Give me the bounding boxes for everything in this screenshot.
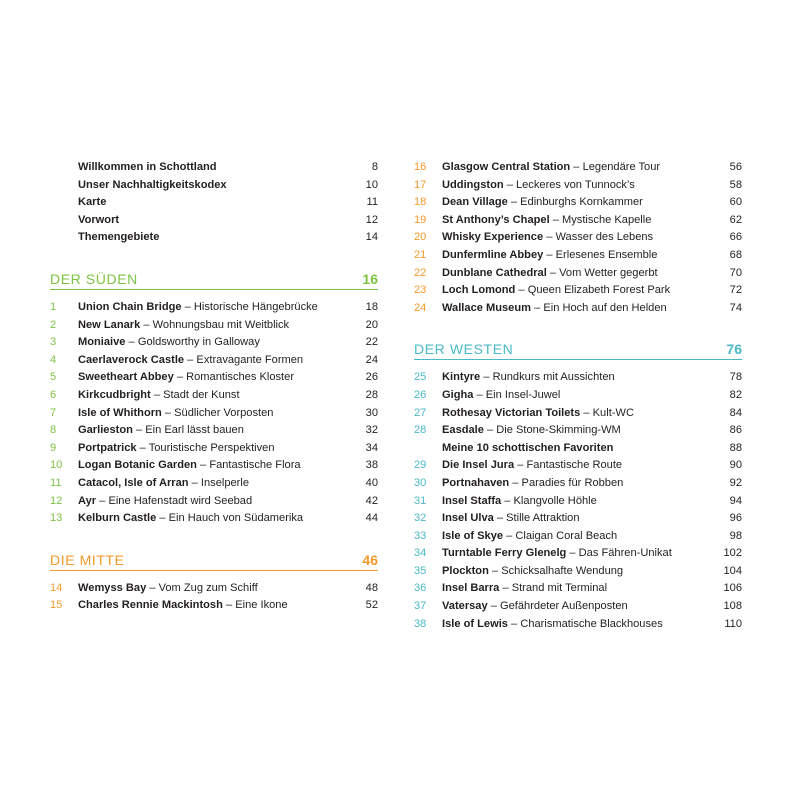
entry-subtitle: Erlesenes Ensemble bbox=[555, 248, 658, 261]
entry-page-number: 78 bbox=[729, 371, 742, 384]
entry-subtitle: Vom Wetter gegerbt bbox=[559, 266, 658, 279]
entry-title: Gigha bbox=[442, 388, 474, 401]
entry-page-number: 20 bbox=[365, 318, 378, 331]
entry-subtitle: Mystische Kapelle bbox=[562, 213, 652, 226]
entry-subtitle: Paradies für Robben bbox=[521, 476, 624, 489]
entry-text: Isle of Skye – Claigan Coral Beach bbox=[442, 529, 618, 542]
entry-text: Isle of Whithorn – Südlicher Vorposten bbox=[78, 406, 274, 419]
entry-title: Caerlaverock Castle bbox=[78, 353, 185, 366]
section-page-number: 46 bbox=[362, 551, 378, 568]
entry-title: Ayr bbox=[78, 494, 97, 507]
toc-entry[interactable] bbox=[414, 177, 742, 195]
entry-title: Themengebiete bbox=[78, 231, 160, 244]
entry-text bbox=[78, 159, 217, 177]
toc-entry[interactable] bbox=[414, 528, 742, 546]
entry-number: 36 bbox=[414, 582, 427, 595]
entry-text: Catacol, Isle of Arran – Inselperle bbox=[78, 476, 250, 489]
entry-number: 35 bbox=[414, 564, 427, 577]
entry-number: 9 bbox=[50, 441, 57, 454]
toc-entry[interactable] bbox=[50, 369, 378, 387]
entry-subtitle: Eine Ikone bbox=[235, 599, 288, 612]
entry-page-number: 110 bbox=[724, 617, 742, 630]
entry-text: Turntable Ferry Glenelg – Das Fähren-Unikat bbox=[442, 547, 672, 560]
entry-page-number: 102 bbox=[723, 547, 742, 560]
entry-page-number: 82 bbox=[729, 388, 742, 401]
entry-text: New Lanark – Wohnungsbau mit Weitblick bbox=[78, 318, 290, 331]
entry-text: Wallace Museum – Ein Hoch auf den Helden bbox=[442, 301, 667, 314]
toc-entry[interactable] bbox=[414, 422, 742, 440]
entry-title: Rothesay Victorian Toilets bbox=[442, 406, 581, 419]
toc-entry[interactable] bbox=[414, 440, 742, 458]
entry-text bbox=[442, 440, 613, 458]
toc-entry[interactable] bbox=[50, 334, 378, 352]
entry-page-number: 34 bbox=[365, 441, 378, 454]
entry-page-number: 92 bbox=[729, 476, 742, 489]
toc-entry[interactable] bbox=[50, 580, 378, 598]
entry-page-number: 40 bbox=[365, 476, 378, 489]
entry-number: 26 bbox=[414, 388, 427, 401]
section-divider bbox=[50, 570, 378, 571]
toc-entry[interactable] bbox=[414, 387, 742, 405]
entry-page-number: 66 bbox=[729, 231, 742, 244]
section-page-number: 76 bbox=[726, 341, 742, 358]
entry-subtitle: Extravagante Formen bbox=[196, 353, 304, 366]
entry-subtitle: Eine Hafenstadt wird Seebad bbox=[108, 494, 253, 507]
toc-entry[interactable] bbox=[414, 369, 742, 387]
entry-title: Dunfermline Abbey bbox=[442, 248, 544, 261]
entry-page-number: 90 bbox=[729, 459, 742, 472]
entry-number: 11 bbox=[50, 476, 62, 489]
entry-number: 31 bbox=[414, 494, 427, 507]
entry-title: Insel Staffa bbox=[442, 494, 502, 507]
toc-entry[interactable] bbox=[50, 177, 378, 195]
entry-subtitle: Queen Elizabeth Forest Park bbox=[527, 284, 671, 297]
entry-page-number: 74 bbox=[729, 301, 742, 314]
entry-number: 33 bbox=[414, 529, 427, 542]
entry-page-number: 32 bbox=[365, 424, 378, 437]
section-divider bbox=[50, 289, 378, 290]
entry-subtitle: Kult-WC bbox=[592, 406, 634, 419]
entry-subtitle: Fantastische Route bbox=[526, 459, 623, 472]
entry-number: 16 bbox=[414, 161, 427, 173]
toc-entry[interactable] bbox=[50, 299, 378, 317]
entry-title: Portnahaven bbox=[442, 476, 510, 489]
entry-subtitle: Rundkurs mit Aussichten bbox=[492, 371, 615, 384]
entry-title: Wemyss Bay bbox=[78, 581, 147, 594]
toc-entry[interactable] bbox=[50, 387, 378, 405]
toc-entry[interactable] bbox=[414, 300, 742, 318]
entry-number: 5 bbox=[50, 371, 57, 384]
toc-entry[interactable] bbox=[414, 282, 742, 300]
entry-page-number: 84 bbox=[729, 406, 742, 419]
entry-subtitle: Ein Hauch von Südamerika bbox=[168, 512, 304, 525]
entry-page-number: 26 bbox=[365, 371, 378, 384]
toc-entry[interactable] bbox=[414, 212, 742, 230]
entry-text: Charles Rennie Mackintosh – Eine Ikone bbox=[78, 599, 288, 612]
entry-page-number: 70 bbox=[729, 266, 742, 279]
toc-entry[interactable] bbox=[414, 247, 742, 265]
entry-page-number: 106 bbox=[723, 582, 742, 595]
entry-page-number: 60 bbox=[729, 196, 742, 209]
entry-text: Ayr – Eine Hafenstadt wird Seebad bbox=[78, 494, 253, 507]
section-page-number: 16 bbox=[362, 270, 378, 287]
entry-text: Dunblane Cathedral – Vom Wetter gegerbt bbox=[442, 266, 658, 279]
entry-text bbox=[78, 229, 159, 247]
entry-title: Kelburn Castle bbox=[78, 512, 157, 525]
entry-number: 12 bbox=[50, 494, 63, 507]
entry-page-number: 22 bbox=[365, 336, 378, 349]
toc-entry[interactable] bbox=[414, 563, 742, 581]
entry-text: St Anthony’s Chapel – Mystische Kapelle bbox=[442, 213, 652, 226]
entry-text: Gigha – Ein Insel-Juwel bbox=[442, 388, 561, 401]
toc-entry[interactable] bbox=[414, 159, 742, 177]
entry-text: Moniaive – Goldsworthy in Galloway bbox=[78, 336, 260, 349]
entry-number: 28 bbox=[414, 424, 427, 437]
entry-text: Rothesay Victorian Toilets – Kult-WC bbox=[442, 406, 634, 419]
section-header bbox=[414, 338, 742, 360]
entry-subtitle: Edinburghs Kornkammer bbox=[520, 196, 643, 209]
toc-left-column bbox=[50, 159, 378, 615]
toc-entry[interactable] bbox=[414, 265, 742, 283]
entry-number: 1 bbox=[50, 300, 57, 313]
entry-subtitle: Stille Attraktion bbox=[506, 512, 580, 525]
entry-number: 24 bbox=[414, 301, 427, 314]
entry-page-number: 42 bbox=[365, 494, 378, 507]
entry-number: 32 bbox=[414, 512, 427, 525]
entry-text: Union Chain Bridge – Historische Hängebrücke bbox=[78, 300, 318, 313]
entry-title: Logan Botanic Garden bbox=[78, 459, 197, 472]
entry-subtitle: Charismatische Blackhouses bbox=[520, 617, 663, 630]
entry-page-number: 104 bbox=[723, 564, 742, 577]
toc-entry[interactable] bbox=[50, 229, 378, 247]
entry-title: Vorwort bbox=[78, 213, 120, 226]
entry-number: 7 bbox=[50, 406, 57, 419]
entry-text: Kintyre – Rundkurs mit Aussichten bbox=[442, 371, 615, 384]
entry-title: Isle of Skye bbox=[442, 529, 504, 542]
entry-text: Die Insel Jura – Fantastische Route bbox=[442, 459, 623, 472]
entry-subtitle: Gefährdeter Außenposten bbox=[500, 600, 628, 613]
entry-page-number: 108 bbox=[723, 600, 742, 613]
entry-subtitle: Schicksalhafte Wendung bbox=[501, 564, 624, 577]
entry-page-number: 10 bbox=[365, 178, 378, 191]
entry-text: Dunfermline Abbey – Erlesenes Ensemble bbox=[442, 248, 658, 261]
entry-title: Karte bbox=[78, 196, 107, 209]
entry-number: 37 bbox=[414, 600, 427, 613]
entry-title: Dean Village bbox=[442, 196, 508, 209]
entry-subtitle: Legendäre Tour bbox=[582, 161, 661, 173]
entry-number: 6 bbox=[50, 388, 57, 401]
entry-page-number: 94 bbox=[729, 494, 742, 507]
entry-text: Kirkcudbright – Stadt der Kunst bbox=[78, 388, 240, 401]
entry-number: 14 bbox=[50, 581, 63, 594]
entry-text bbox=[78, 177, 227, 195]
entry-text: Dean Village – Edinburghs Kornkammer bbox=[442, 196, 643, 209]
entry-page-number: 52 bbox=[365, 599, 378, 612]
entry-number: 3 bbox=[50, 336, 57, 349]
entry-number: 21 bbox=[414, 248, 427, 261]
toc-entry[interactable] bbox=[50, 194, 378, 212]
entry-title: Die Insel Jura bbox=[442, 459, 515, 472]
entry-title: Uddingston bbox=[442, 178, 504, 191]
entry-number: 30 bbox=[414, 476, 427, 489]
entry-page-number: 58 bbox=[729, 178, 742, 191]
entry-number: 2 bbox=[50, 318, 57, 331]
entry-title: New Lanark bbox=[78, 318, 141, 331]
entry-subtitle: Wohnungsbau mit Weitblick bbox=[152, 318, 290, 331]
entry-text: Vatersay – Gefährdeter Außenposten bbox=[442, 600, 628, 613]
entry-subtitle: Inselperle bbox=[200, 476, 250, 489]
entry-text: Insel Staffa – Klangvolle Höhle bbox=[442, 494, 597, 507]
entry-page-number: 18 bbox=[365, 300, 378, 313]
toc-entry[interactable] bbox=[50, 493, 378, 511]
section-divider bbox=[414, 359, 742, 360]
entry-text: Caerlaverock Castle – Extravagante Formen bbox=[78, 353, 304, 366]
entry-text: Portpatrick – Touristische Perspektiven bbox=[78, 441, 275, 454]
entry-title: Isle of Whithorn bbox=[78, 406, 162, 419]
toc-entry[interactable] bbox=[414, 510, 742, 528]
entry-subtitle: Strand mit Terminal bbox=[511, 582, 608, 595]
toc-entry[interactable] bbox=[414, 545, 742, 563]
entry-page-number: 72 bbox=[729, 284, 742, 297]
entry-number: 38 bbox=[414, 617, 427, 630]
entry-number: 27 bbox=[414, 406, 427, 419]
entry-title: Kirkcudbright bbox=[78, 388, 151, 401]
entry-page-number: 11 bbox=[366, 196, 378, 209]
entry-text: Sweetheart Abbey – Romantisches Kloster bbox=[78, 371, 295, 384]
entry-title: Loch Lomond bbox=[442, 284, 516, 297]
toc-entry[interactable] bbox=[414, 475, 742, 493]
entry-title: Vatersay bbox=[442, 600, 488, 613]
entry-page-number: 62 bbox=[729, 213, 742, 226]
entry-title: Insel Barra bbox=[442, 582, 500, 595]
entry-number: 4 bbox=[50, 353, 57, 366]
entry-page-number: 14 bbox=[365, 231, 378, 244]
entry-number: 34 bbox=[414, 547, 427, 560]
entry-title: Turntable Ferry Glenelg bbox=[442, 547, 567, 560]
entry-title: Union Chain Bridge bbox=[78, 300, 182, 313]
entry-subtitle: Ein Insel-Juwel bbox=[485, 388, 561, 401]
entry-text: Loch Lomond – Queen Elizabeth Forest Park bbox=[442, 284, 671, 297]
entry-title: Garlieston bbox=[78, 424, 133, 437]
entry-text: Wemyss Bay – Vom Zug zum Schiff bbox=[78, 581, 258, 594]
toc-entry[interactable] bbox=[50, 510, 378, 528]
toc-entry[interactable] bbox=[414, 405, 742, 423]
entry-page-number: 56 bbox=[729, 161, 742, 173]
entry-title: Catacol, Isle of Arran bbox=[78, 476, 189, 489]
toc-entry[interactable] bbox=[50, 597, 378, 615]
toc-entry[interactable] bbox=[414, 493, 742, 511]
entry-title: Insel Ulva bbox=[442, 512, 494, 525]
toc-entry[interactable] bbox=[50, 405, 378, 423]
entry-page-number: 88 bbox=[729, 441, 742, 454]
toc-entry[interactable] bbox=[50, 457, 378, 475]
entry-page-number: 98 bbox=[729, 529, 742, 542]
entry-page-number: 24 bbox=[365, 353, 378, 366]
entry-subtitle: Die Stone-Skimming-WM bbox=[496, 424, 621, 437]
toc-entry[interactable] bbox=[50, 352, 378, 370]
entry-text: Logan Botanic Garden – Fantastische Flora bbox=[78, 459, 301, 472]
entry-number: 17 bbox=[414, 178, 427, 191]
entry-text bbox=[78, 194, 106, 212]
entry-number: 18 bbox=[414, 196, 427, 209]
entry-page-number: 38 bbox=[365, 459, 378, 472]
entry-number: 10 bbox=[50, 459, 63, 472]
toc-entry[interactable] bbox=[50, 159, 378, 177]
entry-title: Sweetheart Abbey bbox=[78, 371, 174, 384]
entry-number: 20 bbox=[414, 231, 427, 244]
toc-entry[interactable] bbox=[50, 317, 378, 335]
entry-subtitle: Romantisches Kloster bbox=[186, 371, 295, 384]
entry-subtitle: Ein Earl lässt bauen bbox=[145, 424, 244, 437]
entry-number: 19 bbox=[414, 213, 427, 226]
entry-page-number: 86 bbox=[729, 424, 742, 437]
entry-title: Unser Nachhaltigkeitskodex bbox=[78, 178, 227, 191]
entry-title: Isle of Lewis bbox=[442, 617, 508, 630]
entry-text: Uddingston – Leckeres von Tunnock’s bbox=[442, 178, 635, 191]
section-title: DIE MITTE bbox=[50, 551, 125, 568]
entry-page-number: 30 bbox=[365, 406, 378, 419]
entry-title: Easdale bbox=[442, 424, 484, 437]
entry-subtitle: Südlicher Vorposten bbox=[174, 406, 274, 419]
toc-right-column bbox=[414, 159, 742, 633]
entry-title: Whisky Experience bbox=[442, 231, 544, 244]
entry-page-number: 68 bbox=[729, 248, 742, 261]
toc-entry[interactable] bbox=[414, 598, 742, 616]
entry-number: 22 bbox=[414, 266, 427, 279]
entry-subtitle: Klangvolle Höhle bbox=[513, 494, 597, 507]
entry-number: 8 bbox=[50, 424, 57, 437]
entry-page-number: 12 bbox=[365, 213, 378, 226]
toc-entry[interactable] bbox=[414, 616, 742, 634]
entry-subtitle: Stadt der Kunst bbox=[163, 388, 240, 401]
entry-title: Moniaive bbox=[78, 336, 126, 349]
entry-title: Kintyre bbox=[442, 371, 481, 384]
entry-number: 23 bbox=[414, 284, 427, 297]
entry-subtitle: Das Fähren-Unikat bbox=[578, 547, 672, 560]
entry-text: Plockton – Schicksalhafte Wendung bbox=[442, 564, 624, 577]
entry-subtitle: Vom Zug zum Schiff bbox=[158, 581, 258, 594]
toc-entry[interactable] bbox=[50, 212, 378, 230]
toc-entry[interactable] bbox=[414, 194, 742, 212]
entry-subtitle: Ein Hoch auf den Helden bbox=[543, 301, 667, 314]
entry-page-number: 96 bbox=[729, 512, 742, 525]
entry-number: 13 bbox=[50, 512, 63, 525]
entry-subtitle: Fantastische Flora bbox=[209, 459, 301, 472]
entry-text bbox=[78, 212, 119, 230]
entry-title: Wallace Museum bbox=[442, 301, 531, 314]
entry-subtitle: Claigan Coral Beach bbox=[515, 529, 618, 542]
entry-number: 15 bbox=[50, 599, 63, 612]
entry-text: Portnahaven – Paradies für Robben bbox=[442, 476, 624, 489]
entry-subtitle: Leckeres von Tunnock’s bbox=[515, 178, 635, 191]
entry-subtitle: Touristische Perspektiven bbox=[148, 441, 275, 454]
entry-text: Garlieston – Ein Earl lässt bauen bbox=[78, 424, 244, 437]
entry-page-number: 28 bbox=[365, 388, 378, 401]
entry-subtitle: Historische Hängebrücke bbox=[193, 300, 318, 313]
entry-page-number: 44 bbox=[365, 512, 378, 525]
section-header bbox=[50, 268, 378, 290]
toc-entry[interactable] bbox=[414, 229, 742, 247]
entry-text: Whisky Experience – Wasser des Lebens bbox=[442, 231, 654, 244]
entry-title: St Anthony’s Chapel bbox=[442, 213, 550, 226]
entry-text: Glasgow Central Station – Legendäre Tour bbox=[442, 161, 661, 173]
toc-entry[interactable] bbox=[50, 422, 378, 440]
entry-subtitle: Goldsworthy in Galloway bbox=[137, 336, 260, 349]
section-title: DER SÜDEN bbox=[50, 270, 138, 287]
entry-title: Meine 10 schottischen Favoriten bbox=[442, 441, 614, 454]
section-header bbox=[50, 549, 378, 571]
toc-entry[interactable] bbox=[414, 457, 742, 475]
entry-title: Glasgow Central Station bbox=[442, 161, 571, 173]
entry-text: Insel Barra – Strand mit Terminal bbox=[442, 582, 608, 595]
toc-entry[interactable] bbox=[50, 440, 378, 458]
entry-page-number: 8 bbox=[371, 161, 378, 173]
entry-text: Isle of Lewis – Charismatische Blackhouses bbox=[442, 617, 663, 630]
entry-title: Willkommen in Schottland bbox=[78, 161, 217, 173]
toc-entry[interactable] bbox=[50, 475, 378, 493]
entry-number: 29 bbox=[414, 459, 427, 472]
entry-subtitle: Wasser des Lebens bbox=[555, 231, 654, 244]
entry-title: Charles Rennie Mackintosh bbox=[78, 599, 223, 612]
entry-number: 25 bbox=[414, 371, 427, 384]
toc-entry[interactable] bbox=[414, 580, 742, 598]
entry-text: Easdale – Die Stone-Skimming-WM bbox=[442, 424, 621, 437]
entry-text: Insel Ulva – Stille Attraktion bbox=[442, 512, 580, 525]
section-title: DER WESTEN bbox=[414, 341, 514, 358]
entry-title: Plockton bbox=[442, 564, 489, 577]
entry-text: Kelburn Castle – Ein Hauch von Südamerika bbox=[78, 512, 304, 525]
entry-title: Dunblane Cathedral bbox=[442, 266, 547, 279]
entry-page-number: 48 bbox=[365, 581, 378, 594]
entry-title: Portpatrick bbox=[78, 441, 137, 454]
